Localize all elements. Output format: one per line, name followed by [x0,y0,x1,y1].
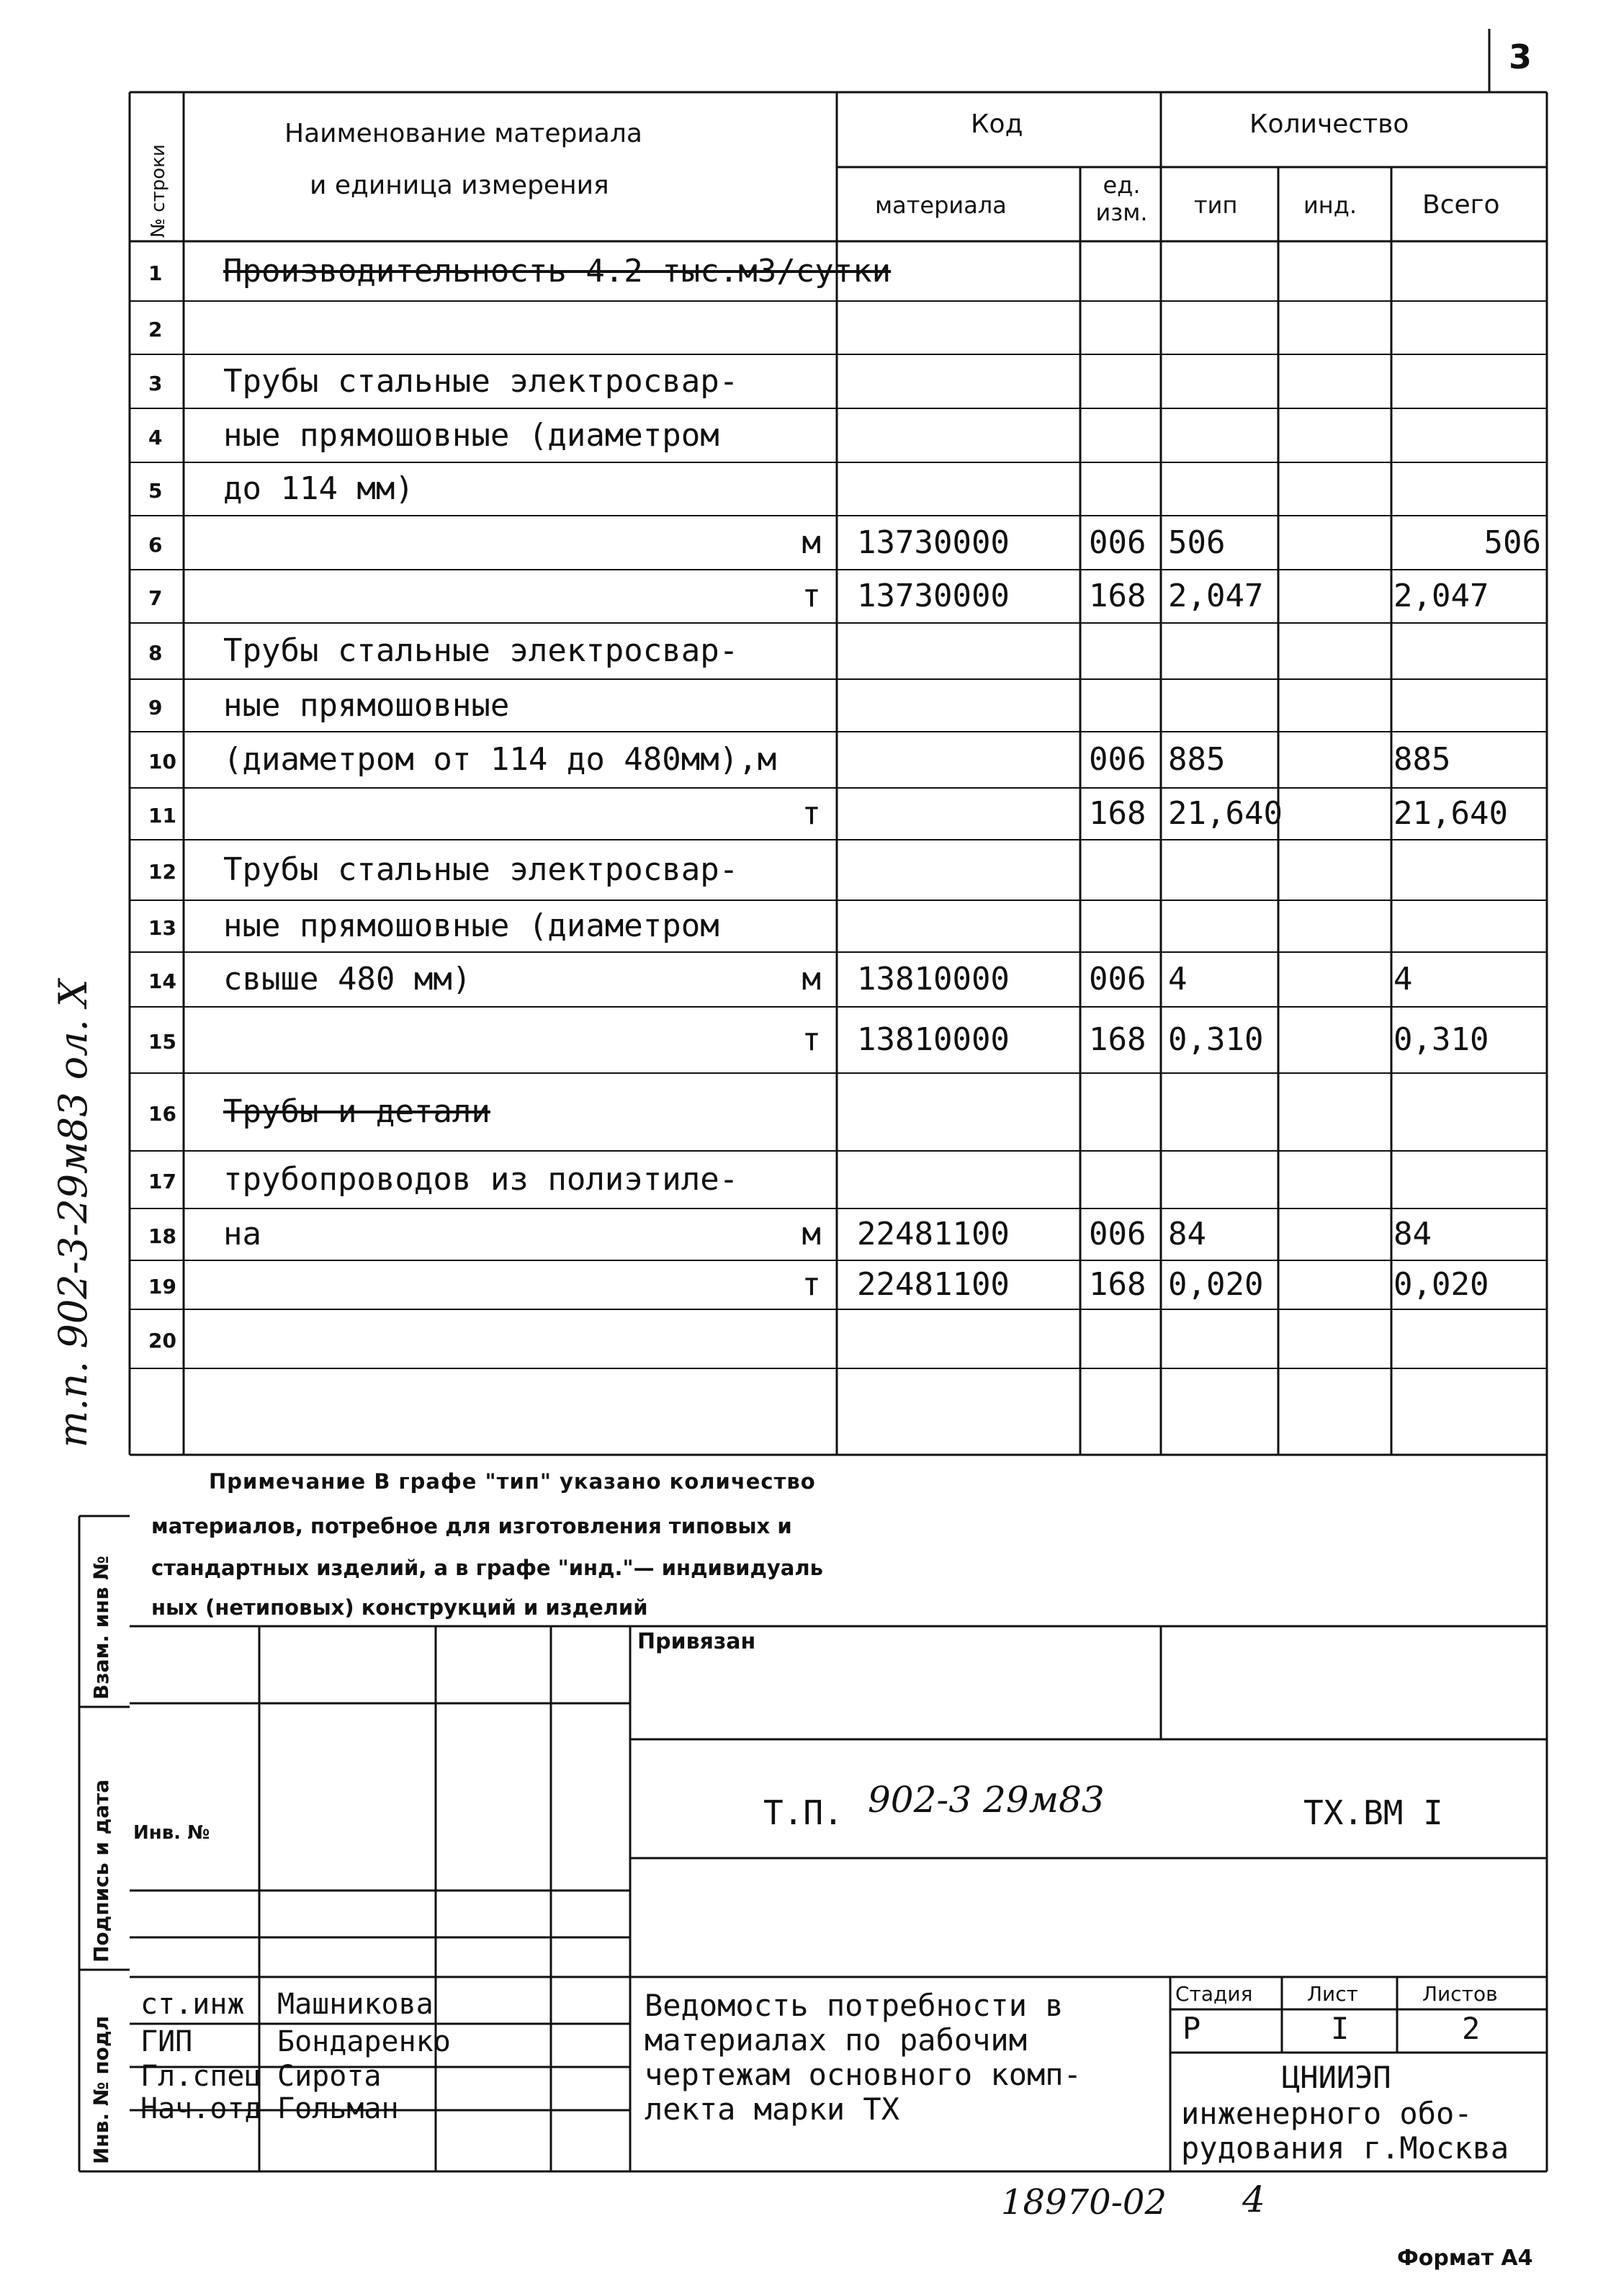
material-name: до 114 мм) [223,470,414,507]
material-name: ные прямошовные (диаметром [223,417,719,454]
row-number: 15 [148,1030,176,1054]
row-number: 13 [148,916,176,940]
material-name: трубопроводов из полиэтиле- [223,1161,739,1198]
material-code: 13810000 [857,961,1010,997]
material-name: свыше 480 мм) [223,961,472,997]
unit-code: 006 [1089,741,1146,778]
signatory-name: Сирота [277,2060,382,2093]
side-label-podpis: Подпись и дата [89,1779,113,1963]
unit-code: 006 [1089,524,1146,561]
side-project-stamp: т.п. 902-3-29м83 ол. X [50,979,96,1448]
material-name: ные прямошовные (диаметром [223,907,719,944]
note-line1: Примечание В графе "тип" указано количество [209,1469,816,1494]
quantity-total: 84 [1393,1216,1432,1252]
document-mark: ТХ.ВМ I [1303,1793,1443,1832]
quantity-type: 4 [1168,961,1188,997]
note-line2: материалов, потребное для изготовления типовых и [151,1514,792,1538]
unit: т [802,1021,821,1058]
side-label-inv-podl: Инв. № подл [89,2015,113,2164]
material-name: Производительность 4.2 тыс.м3/сутки [223,253,892,290]
quantity-total: 21,640 [1393,795,1508,832]
quantity-total: 0,020 [1393,1266,1489,1303]
quantity-total: 0,310 [1393,1021,1489,1058]
row-number: 19 [148,1275,176,1299]
row-number: 16 [148,1102,176,1126]
material-name: на [223,1216,261,1252]
stage-label: Стадия [1175,1982,1253,2006]
inv-no-label: Инв. № [133,1822,210,1844]
sheet-value: I [1331,2011,1350,2046]
header-quantity: Количество [1249,109,1409,139]
row-number: 8 [148,641,163,665]
row-number: 17 [148,1170,176,1193]
quantity-type: 506 [1168,524,1226,561]
row-number: 7 [148,586,163,610]
signatory-role: ГИП [140,2025,193,2058]
unit-code: 006 [1089,961,1146,997]
unit-code: 168 [1089,795,1146,832]
header-name-line1: Наименование материала [284,119,642,148]
row-number: 10 [148,750,176,773]
signatory-role: Гл.спец [140,2060,262,2093]
row-number: 1 [148,261,163,285]
header-code-material: материала [875,192,1007,219]
signatory-role: ст.инж [140,1988,245,2021]
material-code: 13730000 [857,578,1010,614]
bottom-mark: 4 [1242,2179,1265,2220]
tp-label: Т.П. [763,1793,843,1832]
org-line2: инженерного обо- [1181,2096,1473,2131]
unit: м [802,961,821,997]
signatory-name: Гольман [277,2092,399,2125]
material-code: 13730000 [857,524,1010,561]
quantity-type: 885 [1168,741,1226,778]
description-line3: чертежам основного комп- [645,2057,1082,2092]
quantity-total: 506 [1483,524,1541,561]
note-line3: стандартных изделий, а в графе "инд."— индивидуаль [151,1556,823,1580]
org-line3: рудования г.Москва [1181,2130,1509,2166]
quantity-type: 84 [1168,1216,1206,1252]
format-label: Формат А4 [1397,2246,1533,2271]
unit-code: 168 [1089,1266,1146,1303]
signatory-role: Нач.отд [140,2092,262,2125]
material-code: 22481100 [857,1266,1010,1303]
bottom-number: 18970-02 [1001,2182,1167,2223]
row-number: 12 [148,860,176,884]
row-number: 2 [148,318,163,341]
header-q-total: Всего [1422,190,1500,220]
row-number: 3 [148,372,163,395]
unit-code: 006 [1089,1216,1146,1252]
unit: т [802,795,821,832]
side-label-vzam: Взам. инв № [89,1556,113,1700]
unit: т [802,578,821,614]
tp-number: 902-3 29м83 [868,1779,1105,1821]
description-line1: Ведомость потребности в [645,1988,1064,2023]
material-name: Трубы и детали [223,1093,490,1130]
unit: т [802,1266,821,1303]
quantity-type: 21,640 [1168,795,1283,832]
header-q-type: тип [1194,192,1238,219]
quantity-type: 2,047 [1168,578,1264,614]
sheet-label: Лист [1307,1982,1358,2006]
org-line1: ЦНИИЭП [1282,2060,1391,2095]
row-number: 6 [148,533,163,557]
header-code: Код [971,109,1023,139]
quantity-type: 0,020 [1168,1266,1264,1303]
header-q-ind: инд. [1303,192,1357,219]
unit-code: 168 [1089,578,1146,614]
unit-code: 168 [1089,1021,1146,1058]
description-line2: материалах по рабочим [645,2022,1028,2058]
unit: м [802,1216,821,1252]
header-code-unit: ед. изм. [1095,171,1148,226]
sheets-value: 2 [1462,2011,1481,2046]
stage-value: Р [1182,2011,1201,2046]
material-code: 13810000 [857,1021,1010,1058]
note-line4: ных (нетиповых) конструкций и изделий [151,1595,648,1620]
row-number: 5 [148,479,163,503]
material-name: Трубы стальные электросвар- [223,363,739,400]
row-number: 18 [148,1224,176,1248]
quantity-type: 0,310 [1168,1021,1264,1058]
description-line4: лекта марки ТХ [645,2091,900,2127]
row-number: 4 [148,426,163,449]
signatory-name: Бондаренко [277,2025,451,2058]
quantity-total: 2,047 [1393,578,1489,614]
sheet-number: 3 [1509,37,1532,76]
quantity-total: 4 [1393,961,1413,997]
row-number: 9 [148,696,163,719]
material-name: (диаметром от 114 до 480мм),м [223,741,777,778]
privyazan-label: Привязан [637,1629,756,1654]
material-name: Трубы стальные электросвар- [223,632,739,669]
material-name: Трубы стальные электросвар- [223,851,739,888]
row-number: 14 [148,969,176,993]
header-name-line2: и единица измерения [310,171,609,200]
material-name: ные прямошовные [223,687,510,724]
sheets-label: Листов [1422,1982,1498,2006]
row-number: 20 [148,1329,176,1353]
signatory-name: Машникова [277,1988,434,2021]
material-code: 22481100 [857,1216,1010,1252]
header-row-number: № строки [148,144,169,238]
quantity-total: 885 [1393,741,1451,778]
unit: м [802,524,821,561]
row-number: 11 [148,804,176,828]
